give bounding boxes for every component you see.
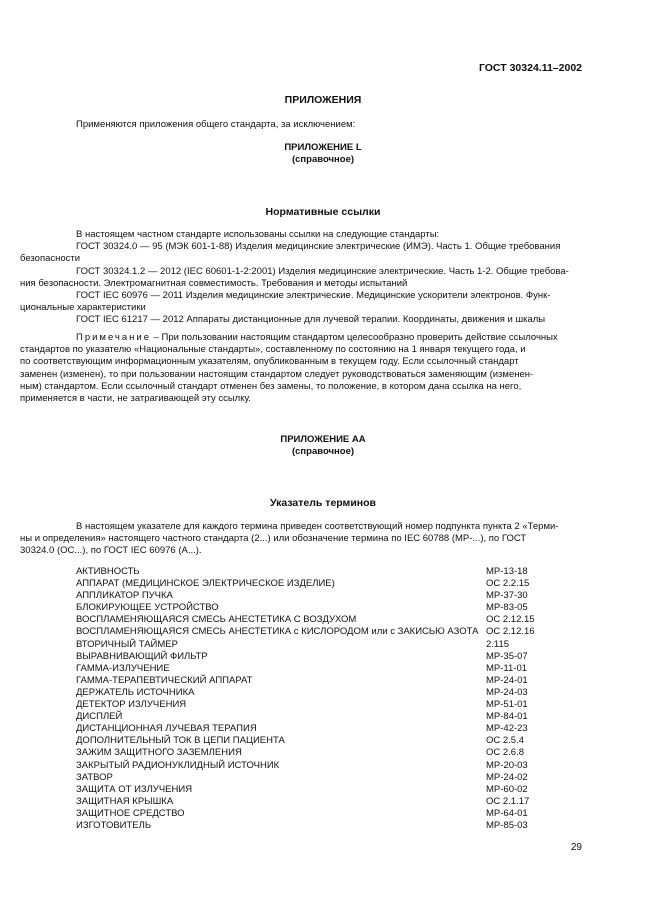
- term-code: ОС 2.12.15: [486, 614, 535, 626]
- term-row: [76, 651, 582, 663]
- appendix-l-title: ПРИЛОЖЕНИЕ L: [284, 142, 362, 153]
- term-code: МР-42-23: [486, 723, 528, 735]
- term-code: ОС 2.2.15: [486, 578, 530, 590]
- term-name: ДИСТАНЦИОННАЯ ЛУЧЕВАЯ ТЕРАПИЯ: [76, 723, 257, 735]
- note-label: Примечание: [76, 332, 151, 343]
- term-code: МР-51-01: [486, 699, 528, 711]
- term-row: [76, 723, 582, 735]
- appendix-aa-title: ПРИЛОЖЕНИЕ АА: [280, 434, 366, 445]
- term-name: ИЗГОТОВИТЕЛЬ: [76, 819, 152, 831]
- reference-item: ГОСТ IEC 60976 — 2011 Изделия медицинские электрические. Медицинские ускорители электронов. Функ-: [76, 290, 551, 302]
- term-name: ЗАЩИТНОЕ СРЕДСТВО: [76, 807, 185, 819]
- appendix-aa-subtitle: (справочное): [291, 446, 355, 457]
- term-code: ОС 2.5.4: [486, 735, 525, 747]
- term-name: ЗАЖИМ ЗАЩИТНОГО ЗАЗЕМЛЕНИЯ: [76, 747, 242, 759]
- term-row: [76, 772, 582, 784]
- term-code: ОС 2.12.16: [486, 626, 535, 638]
- term-code: МР-24-01: [486, 674, 528, 686]
- normative-references-heading: Нормативные ссылки: [265, 206, 381, 218]
- term-row: [76, 796, 582, 808]
- term-code: МР-37-30: [486, 590, 528, 602]
- reference-item-cont: ния безопасности. Электромагнитная совместимость. Требования и методы испытаний: [20, 277, 408, 289]
- term-name: ЗАЩИТНАЯ КРЫШКА: [76, 795, 174, 807]
- term-name: ВТОРИЧНЫЙ ТАЙМЕР: [76, 638, 178, 650]
- terms-intro-line: 30324.0 (ОС...), по ГОСТ IEC 60976 (А...).: [20, 545, 202, 557]
- reference-item: ГОСТ 30324.0 — 95 (МЭК 601-1-88) Изделия медицинские электрические (ИМЭ). Часть 1. Общие требования: [76, 241, 561, 253]
- page-number: 29: [570, 842, 582, 853]
- term-name: ДОПОЛНИТЕЛЬНЫЙ ТОК В ЦЕПИ ПАЦИЕНТА: [76, 735, 285, 747]
- term-row: [76, 578, 582, 590]
- term-row: [76, 760, 582, 772]
- reference-item-cont: безопасности: [20, 253, 81, 265]
- terms-intro: [20, 521, 620, 558]
- reference-item-cont: циональные характеристики: [20, 302, 146, 314]
- terms-index-heading: Указатель терминов: [270, 497, 376, 509]
- references-block: [20, 229, 582, 327]
- term-row: [76, 687, 582, 699]
- term-name: АППЛИКАТОР ПУЧКА: [76, 590, 173, 602]
- reference-item: ГОСТ IEC 61217 — 2012 Аппараты дистанционные для лучевой терапии. Координаты, движения и шкалы: [76, 314, 546, 326]
- term-code: МР-60-02: [486, 783, 528, 795]
- term-row: [76, 614, 582, 626]
- term-code: МР-24-02: [486, 771, 528, 783]
- term-row: [76, 735, 582, 747]
- term-code: МР-64-01: [486, 807, 528, 819]
- note-line: по соответствующим информационным указателям, опубликованным в текущем году. Если ссылочный стандарт: [20, 356, 519, 368]
- term-row: [76, 711, 582, 723]
- term-name: ВОСПЛАМЕНЯЮЩАЯСЯ СМЕСЬ АНЕСТЕТИКА с КИСЛОРОДОМ или с ЗАКИСЬЮ АЗОТА: [76, 626, 479, 638]
- term-row: [76, 747, 582, 759]
- term-row: [76, 639, 582, 651]
- appendix-l-subtitle: (справочное): [291, 154, 355, 165]
- term-code: МР-13-18: [486, 566, 528, 577]
- terms-list: [76, 566, 582, 832]
- term-name: АКТИВНОСТЬ: [76, 566, 140, 577]
- term-row: [76, 808, 582, 820]
- term-row: [76, 626, 582, 638]
- note-line: стандартов по указателю «Национальные стандарты», составленному по состоянию на 1 января текущего года, и: [20, 344, 526, 356]
- document-code: ГОСТ 30324.11–2002: [478, 62, 582, 74]
- term-code: МР-24-03: [486, 686, 528, 698]
- terms-intro-line: ны и определения» настоящего частного стандарта (2...) или обозначение термина по IEC 60788 (МР-...), по ГОСТ: [20, 533, 527, 545]
- term-name: АППАРАТ (МЕДИЦИНСКОЕ ЭЛЕКТРИЧЕСКОЕ ИЗДЕЛИЕ): [76, 578, 335, 590]
- term-code: МР-85-03: [486, 819, 528, 831]
- term-row: [76, 784, 582, 796]
- note-line: применяется в части, не затрагивающей эту ссылку.: [20, 393, 251, 405]
- note-line: ным) стандартом. Если ссылочный стандарт отменен без замены, то положение, в котором дана ссылка на него,: [20, 380, 522, 392]
- term-name: БЛОКИРУЮЩЕЕ УСТРОЙСТВО: [76, 602, 219, 614]
- note-line: заменен (изменен), то при пользовании настоящим стандартом следует руководствоваться заменяющим (изменен-: [20, 368, 534, 380]
- term-row: [76, 602, 582, 614]
- term-code: ОС 2.1.17: [486, 795, 530, 807]
- term-name: ВЫРАВНИВАЮЩИЙ ФИЛЬТР: [76, 650, 208, 662]
- term-name: ДИСПЛЕЙ: [76, 711, 123, 723]
- term-name: ДЕРЖАТЕЛЬ ИСТОЧНИКА: [76, 686, 195, 698]
- reference-item: ГОСТ 30324.1.2 — 2012 (IEC 60601-1-2:2001) Изделия медицинские электрические. Часть 1-2. Общие требова-: [76, 265, 569, 277]
- term-name: ЗАКРЫТЫЙ РАДИОНУКЛИДНЫЙ ИСТОЧНИК: [76, 759, 280, 771]
- terms-intro-line: В настоящем указателе для каждого термина приведен соответствующий номер подпункта пункта 2 «Терми-: [76, 521, 559, 532]
- note-line: – При пользовании настоящим стандартом целесообразно проверить действие ссылочных: [151, 332, 558, 343]
- term-row: [76, 590, 582, 602]
- term-name: ВОСПЛАМЕНЯЮЩАЯСЯ СМЕСЬ АНЕСТЕТИКА С ВОЗДУХОМ: [76, 614, 357, 626]
- term-code: 2.115: [486, 638, 510, 650]
- term-code: ОС 2.6.8: [486, 747, 525, 759]
- term-row: [76, 663, 582, 675]
- term-row: [76, 675, 582, 687]
- term-code: МР-20-03: [486, 759, 528, 771]
- term-name: ДЕТЕКТОР ИЗЛУЧЕНИЯ: [76, 699, 187, 711]
- note-block: [20, 332, 620, 405]
- term-row: [76, 566, 582, 578]
- term-code: МР-11-01: [486, 662, 528, 674]
- term-code: МР-35-07: [486, 650, 528, 662]
- references-intro: В настоящем частном стандарте использованы ссылки на следующие стандарты:: [76, 229, 440, 240]
- term-name: ЗАТВОР: [76, 771, 113, 783]
- term-row: [76, 699, 582, 711]
- appendices-intro: Применяются приложения общего стандарта, за исключением:: [76, 119, 356, 130]
- appendices-title: ПРИЛОЖЕНИЯ: [284, 94, 362, 106]
- term-name: ГАММА-ИЗЛУЧЕНИЕ: [76, 662, 170, 674]
- term-name: ЗАЩИТА ОТ ИЗЛУЧЕНИЯ: [76, 783, 193, 795]
- term-code: МР-84-01: [486, 711, 528, 723]
- term-code: МР-83-05: [486, 602, 528, 614]
- term-row: [76, 820, 582, 832]
- term-name: ГАММА-ТЕРАПЕВТИЧЕСКИЙ АППАРАТ: [76, 674, 253, 686]
